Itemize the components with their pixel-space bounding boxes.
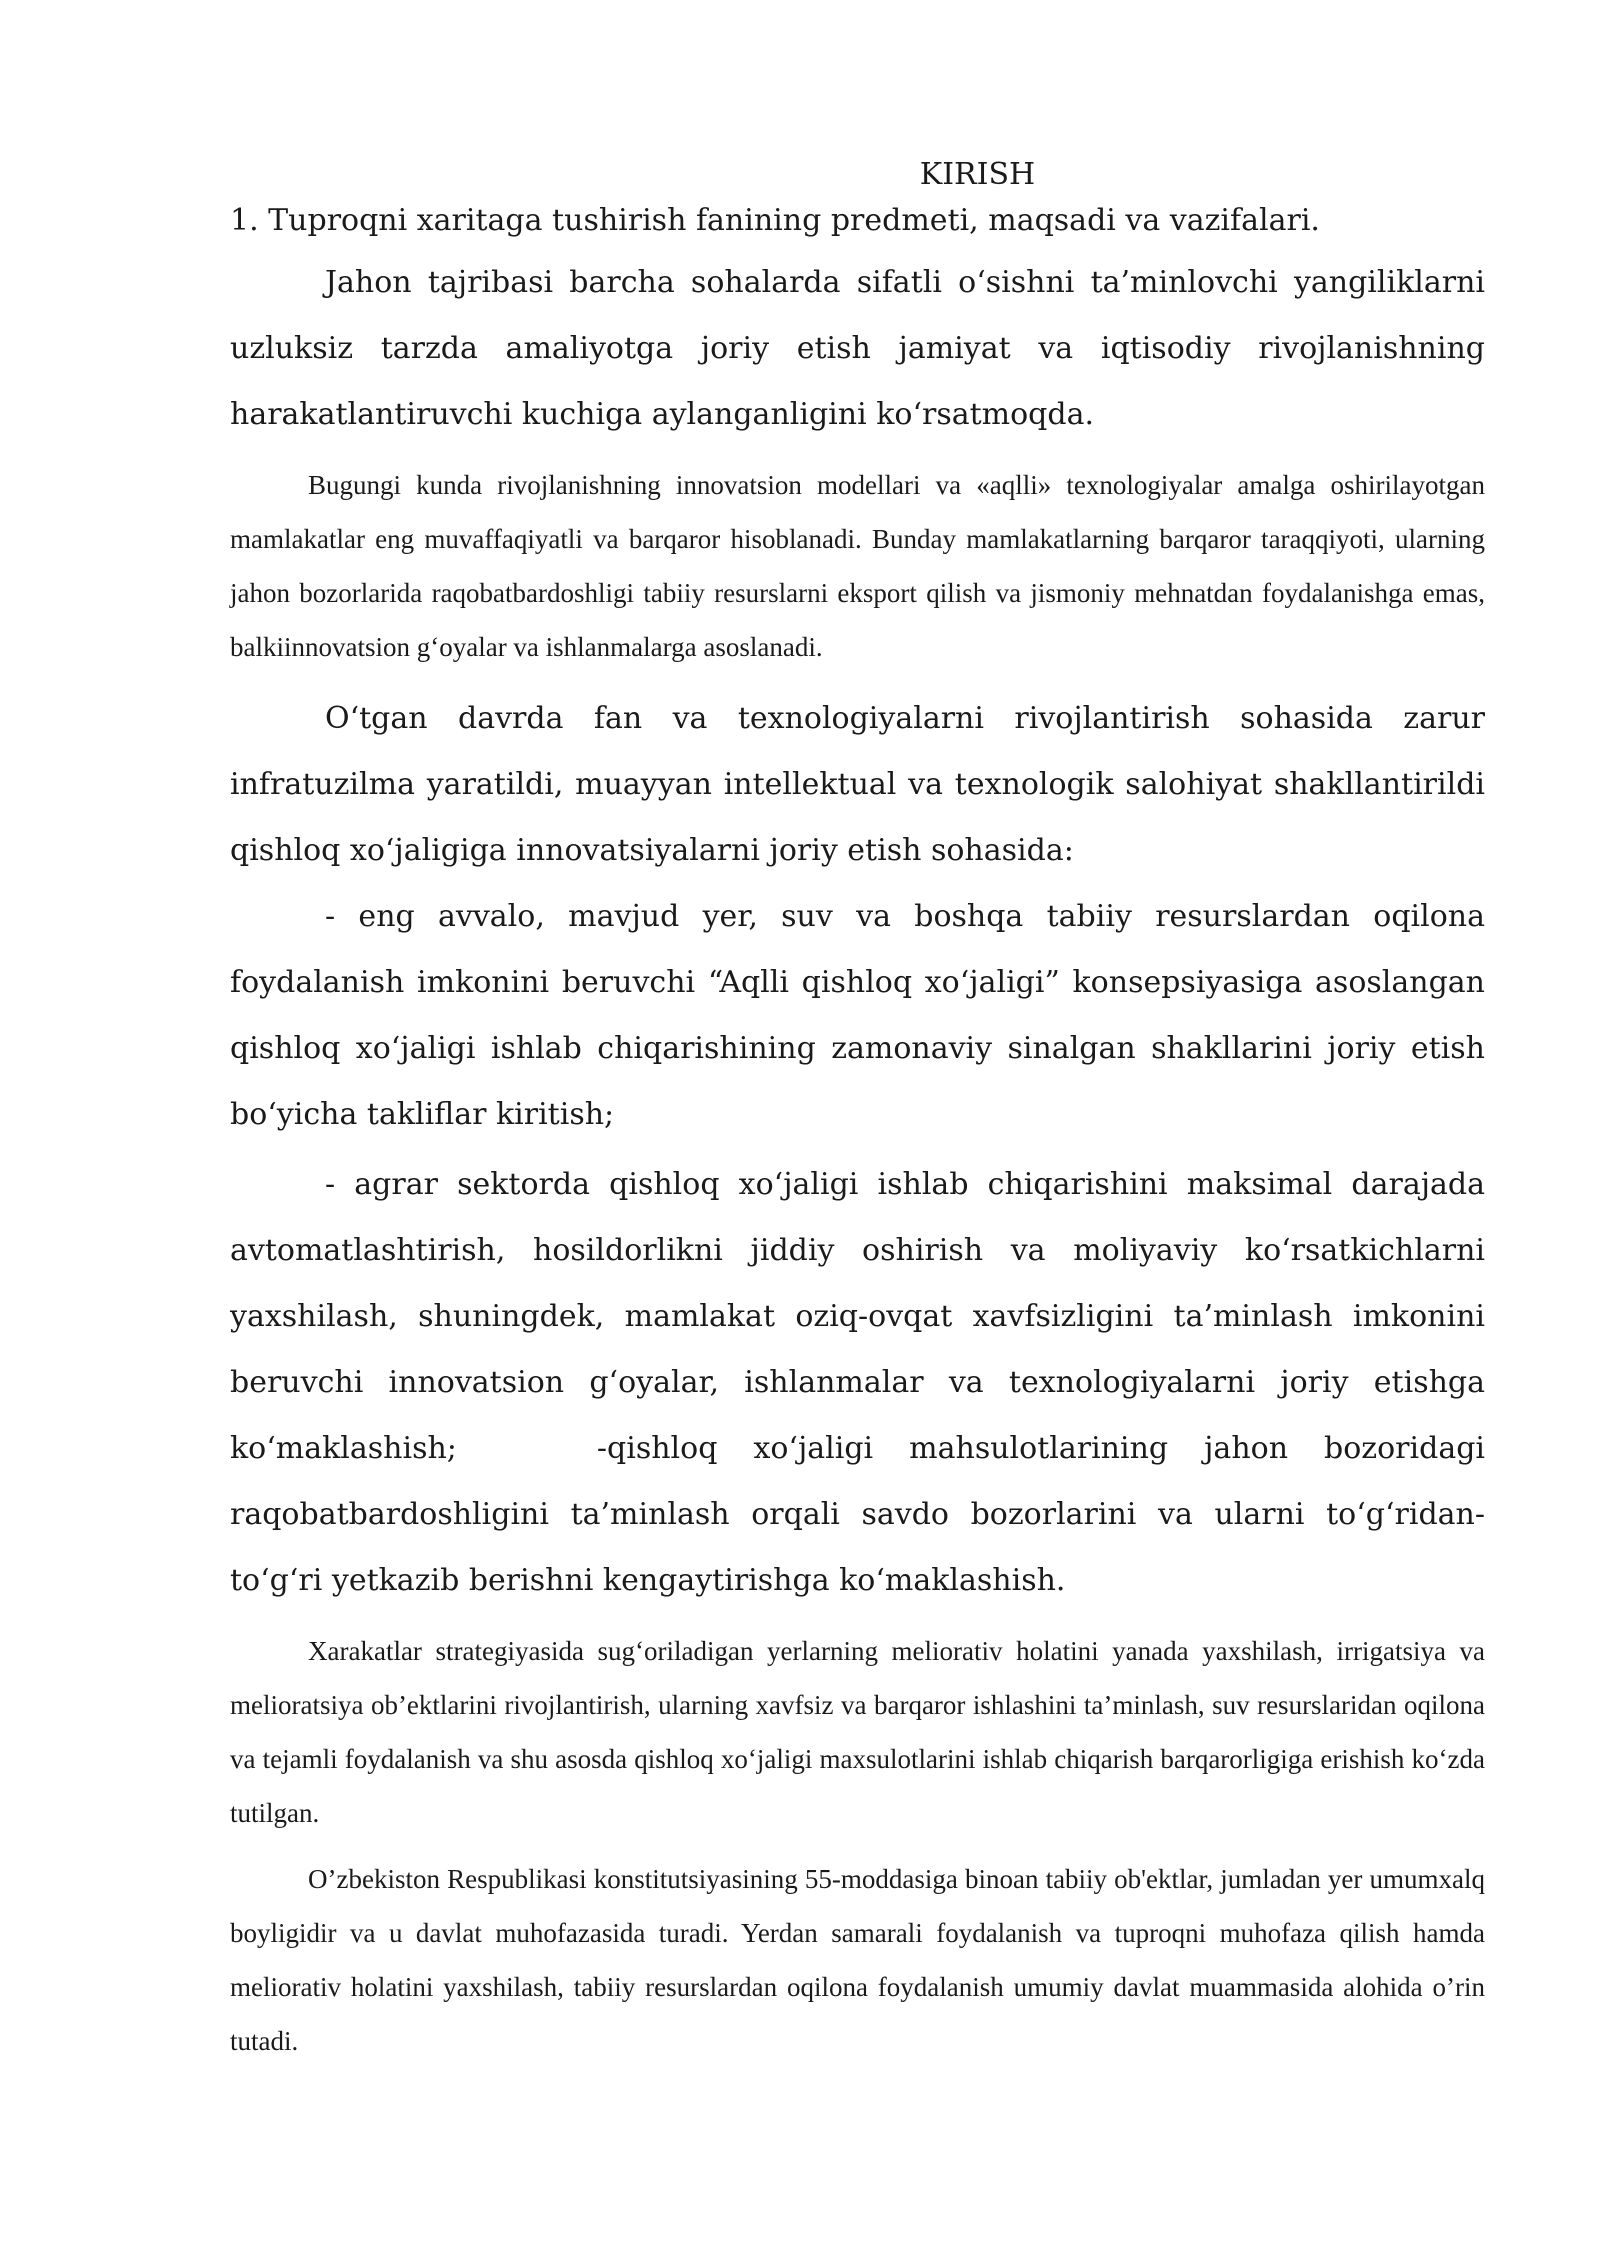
paragraph-7: O’zbekiston Respublikasi konstitutsiyasining 55-moddasiga binoan tabiiy ob'ektlar, jumladan yer umumxalq boyligidir va u davlat muhofazasida turadi. Yerdan samarali foydalanish va tuproqni muhofaza qilish hamda meliorativ holatini yaxshilash, tabiiy resurslardan oqilona foydalanish umumiy davlat muammasida alohida o’rin tutadi.: [230, 1864, 1485, 2056]
paragraph-6: Xarakatlar strategiyasida sug‘oriladigan yerlarning meliorativ holatini yanada yaxshilash, irrigatsiya va melioratsiya ob’ektlarini rivojlantirish, ularning xavfsiz va barqaror ishlashini ta’minlash, suv resurslaridan oqilona va tejamli foydalanish va shu asosda qishloq xo‘jaligi maxsulotlarini ishlab chiqarish barqarorligiga erishish ko‘zda tutilgan.: [230, 1636, 1485, 1828]
paragraph-5: [230, 1152, 1485, 1614]
paragraph-3: O‘tgan davrda fan va texnologiyalarni rivojlantirish sohasida zarur infratuzilma yaratildi, muayyan intellektual va texnologik salohiyat shakllantirildi qishloq xo‘jaligiga innovatsiyalarni joriy etish sohasida:: [230, 701, 1485, 868]
section-title: 1. Tuproqni xaritaga tushirish fanining predmeti, maqsadi va vazifalari.: [230, 203, 1320, 238]
paragraph-2: Bugungi kunda rivojlanishning innovatsion modellari va «aqlli» texnologiyalar amalga oshirilayotgan mamlakatlar eng muvaffaqiyatli va barqaror hisoblanadi. Bunday mamlakatlarning barqaror taraqqiyoti, ularning jahon bozorlarida raqobatbardoshligi tabiiy resurslarni eksport qilish va jismoniy mehnatdan foydalanishga emas, balkiinnovatsion g‘oyalar va ishlanmalarga asoslanadi.: [230, 470, 1485, 662]
paragraph-5-part-b: -qishloq xo‘jaligi mahsulotlarining jahon bozoridagi raqobatbardoshligini ta’minlash orqali savdo bozorlarini va ularni to‘g‘ridan-to‘g‘ri yetkazib berishni kengaytirishga ko‘maklashish.: [230, 1431, 1485, 1598]
document-body: [230, 150, 1485, 2080]
page-heading: KIRISH: [919, 157, 1036, 192]
paragraph-1: Jahon tajribasi barcha sohalarda sifatli o‘sishni ta’minlovchi yangiliklarni uzluksiz tarzda amaliyotga joriy etish jamiyat va iqtisodiy rivojlanishning harakatlantiruvchi kuchiga aylanganligini ko‘rsatmoqda.: [230, 265, 1485, 432]
paragraph-5-part-a: - agrar sektorda qishloq xo‘jaligi ishlab chiqarishini maksimal darajada avtomatlashtirish, hosildorlikni jiddiy oshirish va moliyaviy ko‘rsatkichlarni yaxshilash, shuningdek, mamlakat oziq-ovqat xavfsizligini ta’minlash imkonini beruvchi innovatsion g‘oyalar, ishlanmalar va texnologiyalarni joriy etishga ko‘maklashish;: [230, 1167, 1485, 1466]
paragraph-4: - eng avvalo, mavjud yer, suv va boshqa tabiiy resurslardan oqilona foydalanish imkonini beruvchi “Aqlli qishloq xo‘jaligi” konsepsiyasiga asoslangan qishloq xo‘jaligi ishlab chiqarishining zamonaviy sinalgan shakllarini joriy etish bo‘yicha takliflar kiritish;: [230, 899, 1485, 1132]
